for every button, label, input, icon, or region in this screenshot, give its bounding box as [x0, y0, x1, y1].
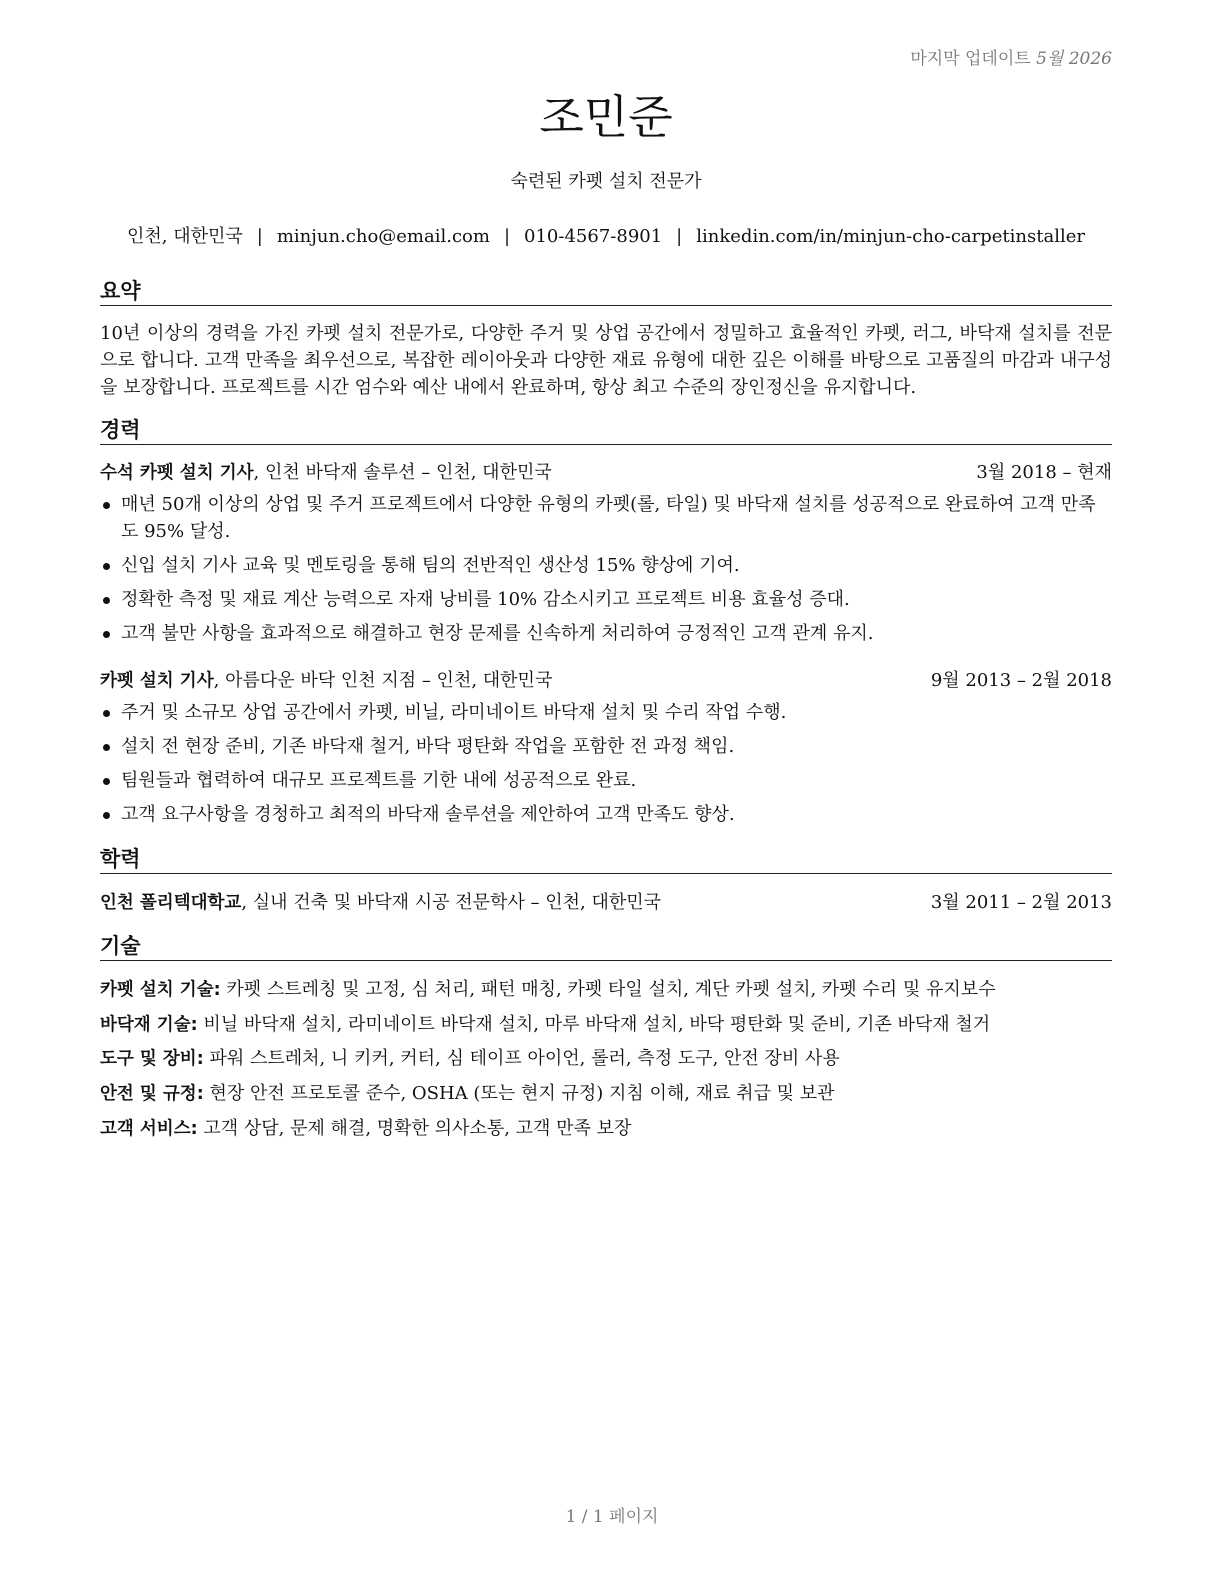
skill-row: [100, 978, 1112, 1002]
skill-value: 카펫 스트레칭 및 고정, 심 처리, 패턴 매칭, 카펫 타일 설치, 계단 카펫 설치, 카펫 수리 및 유지보수: [220, 979, 996, 1000]
contact-separator: |: [503, 226, 511, 247]
experience-entry-header: [100, 669, 1112, 693]
skill-label: 고객 서비스:: [100, 1119, 198, 1139]
education-entry: [100, 891, 1112, 915]
skill-label: 카펫 설치 기술:: [100, 980, 221, 1000]
section-title-summary: 요약: [100, 277, 1112, 306]
skill-row: [100, 1013, 1112, 1037]
skill-row: [100, 1117, 1112, 1141]
contact-line: [30, 225, 1182, 249]
job-title: 수석 카펫 설치 기사: [100, 463, 254, 483]
candidate-headline: 숙련된 카펫 설치 전문가: [510, 171, 702, 192]
skill-value: 고객 상담, 문제 해결, 명확한 의사소통, 고객 만족 보장: [197, 1118, 632, 1139]
last-updated-date: 5월 2026: [1036, 49, 1112, 69]
section-title-experience: 경력: [100, 416, 1112, 445]
experience-bullet: 정확한 측정 및 재료 계산 능력으로 자재 낭비를 10% 감소시키고 프로젝트 비용 효율성 증대.: [100, 586, 1112, 613]
skill-label: 안전 및 규정:: [100, 1084, 204, 1104]
skill-label: 도구 및 장비:: [100, 1049, 204, 1069]
last-updated-label: 마지막 업데이트: [910, 49, 1031, 69]
section-title-education: 학력: [100, 845, 1112, 874]
job-employer: , 아름다운 바닥 인천 지점 – 인천, 대한민국: [213, 670, 553, 691]
experience-bullet: 고객 요구사항을 경청하고 최적의 바닥재 솔루션을 제안하여 고객 만족도 향상.: [100, 801, 1112, 828]
job-dates: 9월 2013 – 2월 2018: [930, 670, 1112, 691]
contact-phone: 010-4567-8901: [524, 226, 663, 247]
school-name: 인천 폴리텍대학교: [100, 893, 242, 913]
education-dates: 3월 2011 – 2월 2013: [930, 892, 1112, 913]
skill-value: 현장 안전 프로토콜 준수, OSHA (또는 현지 규정) 지침 이해, 재료 취급 및 보관: [203, 1083, 835, 1104]
skill-value: 파워 스트레처, 니 키커, 커터, 심 테이프 아이언, 롤러, 측정 도구, 안전 장비 사용: [203, 1048, 840, 1069]
experience-bullet: 신입 설치 기사 교육 및 멘토링을 통해 팀의 전반적인 생산성 15% 향상에 기여.: [100, 552, 1112, 579]
contact-separator: |: [676, 226, 683, 247]
job-employer: , 인천 바닥재 솔루션 – 인천, 대한민국: [253, 462, 552, 483]
summary-text: 10년 이상의 경력을 가진 카펫 설치 전문가로, 다양한 주거 및 상업 공간에서 정밀하고 효율적인 카펫, 러그, 바닥재 설치를 전문으로 합니다. 고객 만족을 최우선으로, 복잡한 레이아웃과 다양한 재료 유형에 대한 깊은 이해를 바탕으로 고품질의 마감과 내구성을 보장합니다. 프로젝트를 시간 엄수와 예산 내에서 완료하며, 항상 최고 수준의 장인정신을 유지합니다.: [100, 323, 1112, 398]
skill-row: [100, 1047, 1112, 1071]
skill-label: 바닥재 기술:: [100, 1015, 198, 1035]
degree-info: , 실내 건축 및 바닥재 시공 전문학사 – 인천, 대한민국: [241, 892, 662, 913]
contact-location: 인천, 대한민국: [127, 226, 243, 247]
experience-bullet: 주거 및 소규모 상업 공간에서 카펫, 비닐, 라미네이트 바닥재 설치 및 수리 작업 수행.: [100, 699, 1112, 726]
experience-bullets: [100, 699, 1112, 835]
candidate-name: 조민준: [539, 90, 673, 144]
experience-bullets: [100, 491, 1112, 654]
skill-value: 비닐 바닥재 설치, 라미네이트 바닥재 설치, 마루 바닥재 설치, 바닥 평탄화 및 준비, 기존 바닥재 철거: [197, 1014, 991, 1035]
last-updated: [910, 44, 1112, 69]
contact-separator: |: [256, 226, 263, 247]
page-number: 1 / 1 페이지: [565, 1507, 659, 1527]
experience-bullet: 팀원들과 협력하여 대규모 프로젝트를 기한 내에 성공적으로 완료.: [100, 767, 1112, 794]
contact-email[interactable]: minjun.cho@email.com: [276, 226, 490, 247]
experience-bullet: 매년 50개 이상의 상업 및 주거 프로젝트에서 다양한 유형의 카펫(롤, 타일) 및 바닥재 설치를 성공적으로 완료하여 고객 만족도 95% 달성.: [100, 491, 1112, 545]
experience-bullet: 고객 불만 사항을 효과적으로 해결하고 현장 문제를 신속하게 처리하여 긍정적인 고객 관계 유지.: [100, 620, 1112, 647]
job-dates: 3월 2018 – 현재: [976, 462, 1112, 483]
skill-row: [100, 1082, 1112, 1106]
contact-linkedin[interactable]: linkedin.com/in/minjun-cho-carpetinstaller: [696, 226, 1085, 247]
job-title: 카펫 설치 기사: [100, 671, 214, 691]
experience-bullet: 설치 전 현장 준비, 기존 바닥재 철거, 바닥 평탄화 작업을 포함한 전 과정 책임.: [100, 733, 1112, 760]
experience-entry-header: [100, 461, 1112, 485]
section-title-skills: 기술: [100, 932, 1112, 961]
